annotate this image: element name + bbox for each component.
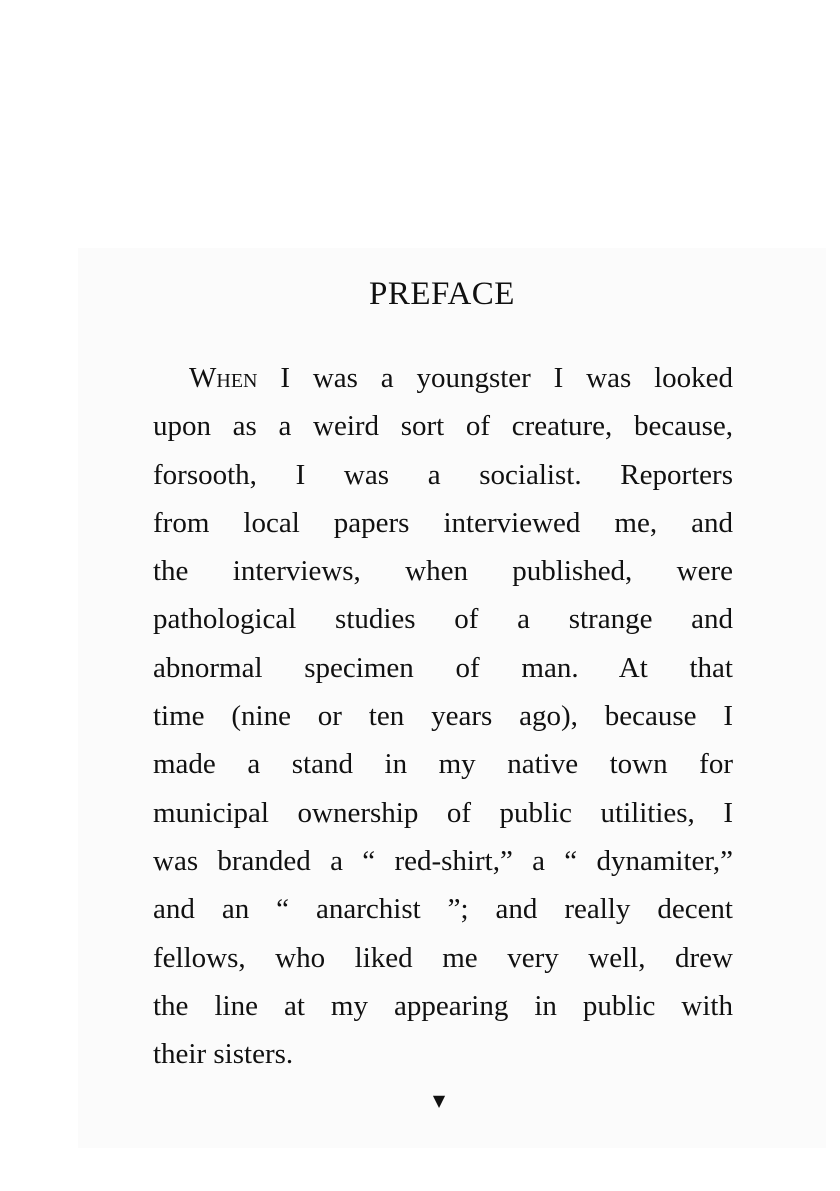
paragraph-line-1 [153,354,733,402]
down-triangle-ornament-icon: ▼ [432,1091,446,1110]
paragraph-line-9: made a stand in my native town for [153,748,733,781]
line-text-1: I was a youngster I was looked [280,362,734,394]
paragraph-line-4: from local papers interviewed me, and [153,506,733,539]
paragraph-line-10: municipal ownership of public utilities, I [153,796,733,829]
paragraph-line-11: was branded a “ red-shirt,” a “ dynamiter,” [153,844,733,877]
paragraph-line-15: their sisters. [153,1038,294,1071]
paragraph-line-8: time (nine or ten years ago), because I [153,700,733,733]
page-title: PREFACE [369,276,515,312]
paragraph-line-3: forsooth, I was a socialist. Reporters [153,458,733,491]
paragraph-line-13: fellows, who liked me very well, drew [153,941,733,974]
paragraph-line-5: the interviews, when published, were [153,555,733,588]
preface-paragraph [153,354,733,1078]
paragraph-line-6: pathological studies of a strange and [153,603,733,636]
opening-word: When [189,362,258,394]
paragraph-line-14: the line at my appearing in public with [153,989,733,1022]
paragraph-line-12: and an “ anarchist ”; and really decent [153,893,733,926]
paragraph-line-7: abnormal specimen of man. At that [153,651,733,684]
paragraph-line-2: upon as a weird sort of creature, because, [153,410,733,443]
